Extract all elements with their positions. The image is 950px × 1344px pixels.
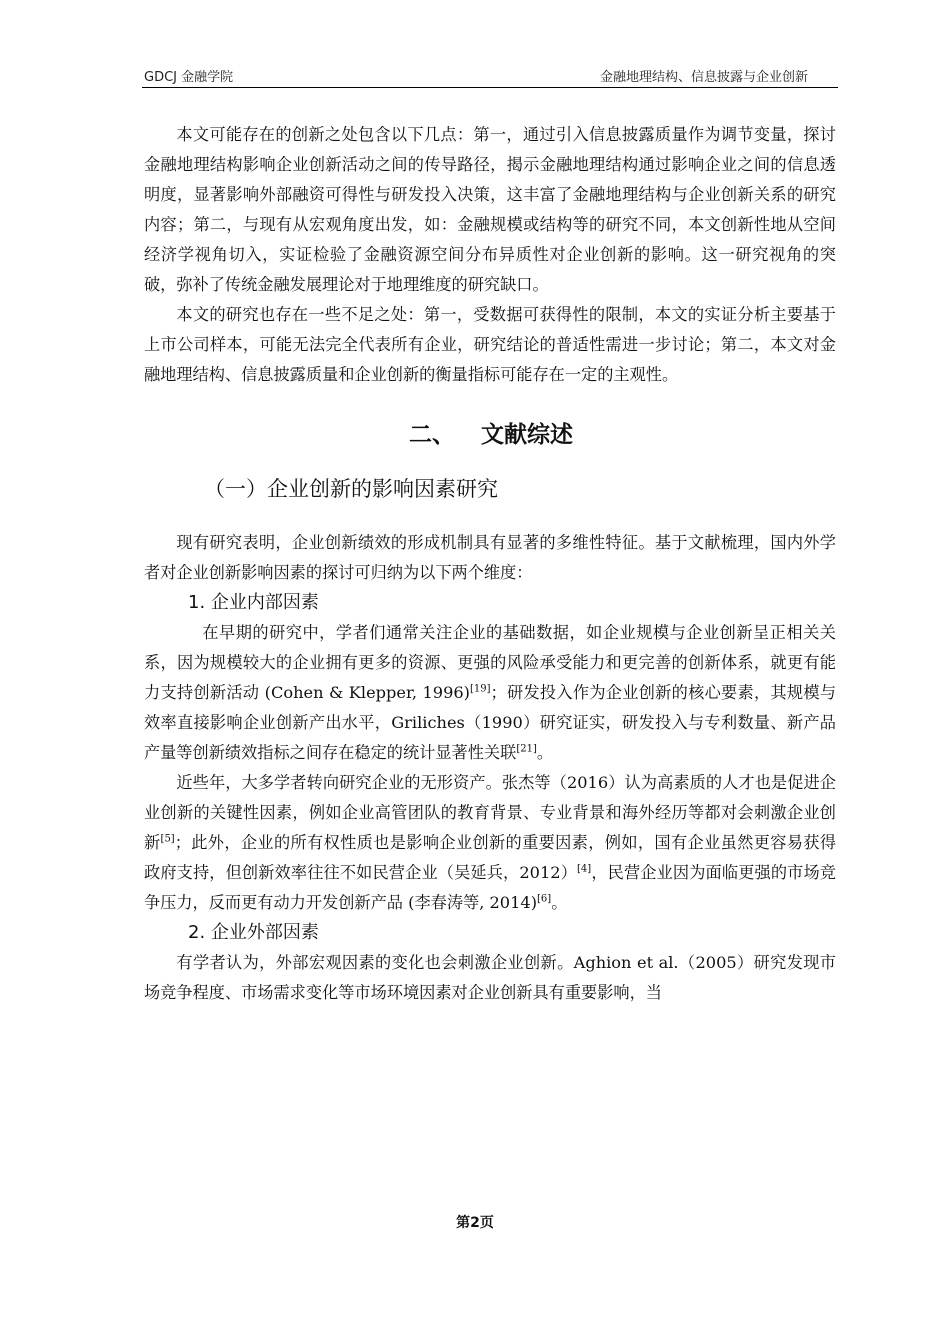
text-run: ；此外，企业的所有权性质也是影响企业创新的重要因素，例如，国有企业虽然更容易获得政府支持，但创新效率往往不如民营企业（吴延兵，2012） [144, 833, 837, 882]
text-run: 在早期的研究中，学者们通常关注企业的基础数据，如企业规模与企业创新呈正相关关系，因为规模较大的企业拥有更多的资源、更强的风险承受能力和更完善的创新体系，就更有能力支持创新活动 (Cohen & Klepper, 1996) [144, 623, 836, 702]
paragraph-external-factors: 有学者认为，外部宏观因素的变化也会刺激企业创新。Aghion et al.（2005）研究发现市场竞争程度、市场需求变化等市场环境因素对企业创新具有重要影响，当 [144, 953, 836, 1002]
paragraph-intangible-assets [144, 768, 836, 918]
subheading-internal: 1. 企业内部因素 [188, 592, 319, 613]
header-paper-title: 金融地理结构、信息披露与企业创新 [599, 70, 808, 85]
paragraph-intro: 现有研究表明，企业创新绩效的形成机制具有显著的多维性特征。基于文献梳理，国内外学者对企业创新影响因素的探讨可归纳为以下两个维度： [144, 533, 836, 582]
text-run: 近些年，大多学者转向研究企业的无形资产。张杰等（2016）认为高素质的人才也是促进企业创新的关键性因素，例如企业高管团队的教育背景、专业背景和海外经历等都对会刺激企业创新 [144, 773, 836, 852]
section-heading: （一）企业创新的影响因素研究 [204, 477, 498, 501]
text-run: ，民营企业因为面临更强的市场竞争压力，反而更有动力开发创新产品 (李春涛等, 2014) [144, 863, 836, 912]
chapter-number: 二、 [409, 422, 455, 448]
paragraph-internal-factors [144, 618, 836, 768]
header-rule [142, 87, 838, 88]
header-institution: GDCJ 金融学院 [144, 70, 234, 85]
paragraph-limitations: 本文的研究也存在一些不足之处：第一，受数据可获得性的限制，本文的实证分析主要基于上市公司样本，可能无法完全代表所有企业，研究结论的普适性需进一步讨论；第二，本文对金融地理结构、信息披露质量和企业创新的衡量指标可能存在一定的主观性。 [144, 305, 836, 384]
subheading-external: 2. 企业外部因素 [188, 922, 319, 943]
text-run: 。 [536, 743, 554, 762]
citation-ref: [21] [516, 743, 537, 755]
text-run: ；研发投入作为企业创新的核心要素，其规模与效率直接影响企业创新产出水平，Griliches（1990）研究证实，研发投入与专利数量、新产品产量等创新绩效指标之间存在稳定的统计显著性关联 [144, 683, 837, 762]
text-run: 。 [551, 893, 568, 912]
spacer [144, 504, 836, 528]
paragraph-innovation: 本文可能存在的创新之处包含以下几点：第一，通过引入信息披露质量作为调节变量，探讨金融地理结构影响企业创新活动之间的传导路径，揭示金融地理结构通过影响企业之间的信息透明度，显著影响外部融资可得性与研发投入决策，这丰富了金融地理结构与企业创新关系的研究内容；第二，与现有从宏观角度出发，如：金融规模或结构等的研究不同，本文创新性地从空间经济学视角切入，实证检验了金融资源空间分布异质性对企业创新的影响。这一研究视角的突破，弥补了传统金融发展理论对于地理维度的研究缺口。 [144, 125, 836, 294]
page-body [144, 120, 836, 1008]
citation-ref: [6] [537, 893, 552, 905]
page-number: 第2页 [456, 1215, 494, 1231]
citation-ref: [5] [160, 833, 175, 845]
citation-ref: [19] [470, 683, 491, 695]
chapter-heading [144, 420, 836, 450]
chapter-title: 文献综述 [481, 422, 573, 448]
citation-ref: [4] [577, 863, 592, 875]
